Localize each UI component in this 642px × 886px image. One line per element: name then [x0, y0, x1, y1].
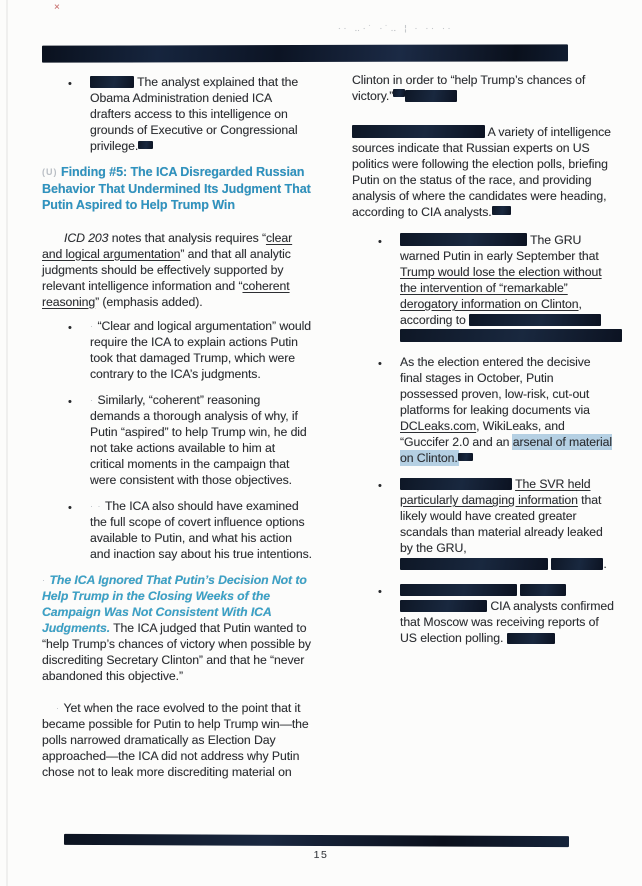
text-segment: ·: [90, 320, 98, 331]
right-column: [352, 72, 614, 656]
bullet-dot: [378, 232, 400, 344]
bullet-svr-damaging-information: [352, 476, 614, 572]
redaction-bar: [492, 206, 511, 215]
red-pen-mark: ×: [54, 2, 60, 13]
text-segment: ·: [56, 702, 64, 713]
clinton-victory-paragraph: [352, 72, 614, 104]
bullet-decisive-final-stages: [352, 354, 614, 466]
text-segment: CIA analysts confirmed that Moscow was receiving reports of US election polling.: [400, 599, 614, 645]
bullet-clear-logical: [42, 318, 312, 382]
redaction-bar: [458, 453, 473, 461]
bullet-text: [90, 498, 312, 562]
text-segment: Yet when the race evolved to the point that it became possible for Putin to help Trump win—the polls narrowed dramatically as Election Day approached—the ICA did not address why Putin chose not to leak more discrediting material on: [42, 700, 309, 779]
text-segment: DCLeaks.com: [400, 419, 477, 433]
redaction-bar: [400, 584, 517, 596]
bullet-dot: [68, 318, 90, 382]
bullet-text: [400, 232, 614, 344]
redaction-bar: [405, 90, 457, 102]
redaction-bar: [507, 633, 555, 644]
text-segment: The ICA judged that Putin wanted to “help Trump’s chances of victory when possible by discrediting Secretary Clinton” and that he “never abandoned this objective.”: [42, 620, 311, 683]
text-segment: The analyst explained that the Obama Administration denied ICA drafters access to this intelligence on grounds of Executive or Congressional privilege.: [90, 75, 299, 153]
text-segment: ICD 203: [64, 230, 109, 245]
bullet-gru-warned-putin: [352, 232, 614, 344]
redaction-bar: [400, 329, 622, 342]
text-segment: As the election entered the decisive final stages in October, Putin possessed proven, low-risk, cut-out platforms for leaking documents via: [400, 355, 591, 417]
bullet-text: [400, 476, 614, 572]
redaction-bar: [400, 558, 548, 570]
redaction-bar: [90, 76, 134, 88]
text-segment: The GRU warned Putin in early September that: [400, 233, 599, 263]
bullet-text: [400, 354, 614, 466]
text-segment: coherent reasoning: [42, 278, 290, 309]
bullet-text: [90, 392, 312, 488]
page-number: 15: [313, 849, 329, 861]
bullet-dot: [68, 392, 90, 488]
text-segment: Trump would lose the election without the intervention of “remarkable” derogatory information on Clinton: [400, 265, 602, 311]
text-segment: The ICA Ignored That Putin’s Decision Not to Help Trump in the Closing Weeks of the Campaign Was Not Consistent With ICA Judgments.: [42, 572, 307, 635]
bullet-text: [90, 318, 312, 382]
redaction-bar: [469, 314, 601, 326]
redaction-bar: [400, 600, 487, 612]
text-segment: arsenal of material on Clinton.: [400, 435, 612, 465]
text-segment: Finding #5: The ICA Disregarded Russian Behavior That Undermined Its Judgment That Putin Aspired to Help Trump Win: [42, 165, 311, 212]
text-segment: ·: [42, 574, 50, 585]
bullet-dot: [378, 354, 400, 466]
redaction-bar: [352, 125, 485, 138]
left-column: [42, 74, 312, 780]
text-segment: A variety of intelligence sources indicate that Russian experts on US politics were following the election polls, briefing Putin on the status of the race, and providing analysis of where the candidates were heading, according to CIA analysts.: [352, 125, 611, 219]
scan-smudge-text: ·· ‥·˙ ·˙‥ ¦ · ·· ··: [338, 24, 454, 33]
text-segment: ” (emphasis added).: [95, 294, 203, 309]
bullet-covert-influence: [42, 498, 312, 562]
text-segment: notes that analysis requires “: [108, 230, 266, 245]
bullet-text: [400, 582, 614, 646]
redaction-bar: [551, 558, 603, 570]
text-segment: , WikiLeaks, and “Guccifer 2.0 and an: [400, 419, 565, 449]
text-segment: The SVR held particularly damaging information: [400, 477, 591, 507]
variety-sources-paragraph: [352, 124, 614, 220]
text-segment: ” and that all analytic judgments should be effectively supported by relevant intelligence information and “: [42, 246, 291, 293]
text-segment: Clinton in order to “help Trump’s chances of victory.”: [352, 73, 586, 103]
icd-203-paragraph: [42, 230, 312, 310]
bullet-dot: [378, 476, 400, 572]
redaction-bar: [400, 478, 512, 490]
redaction-bar: [400, 233, 527, 246]
redaction-bar: [393, 89, 405, 97]
text-segment: The ICA also should have examined the full scope of covert influence options available to Putin, and what his action and inaction say about his true intentions.: [90, 498, 312, 561]
bullet-dot: [378, 582, 400, 646]
text-segment: “Clear and logical argumentation” would require the ICA to explain actions Putin took that damaged Trump, which were contrary to the ICA’s judgments.: [90, 318, 311, 381]
text-segment: (U): [42, 167, 61, 177]
redaction-bar: [520, 584, 566, 596]
text-segment: that likely would have created greater scandals than material already leaked by the GRU,: [400, 493, 603, 555]
bullet-coherent-reasoning: [42, 392, 312, 488]
redaction-bar: [138, 141, 153, 149]
text-segment: clear and logical argumentation: [42, 230, 293, 261]
bullet-moscow-election-polling: [352, 582, 614, 646]
text-segment: · ·: [90, 500, 105, 511]
bullet-dot: [68, 498, 90, 562]
redaction-bar-top: [42, 44, 568, 62]
text-segment: , according to: [400, 297, 582, 327]
yet-race-paragraph: [42, 700, 312, 780]
bullet-analyst-privilege: [42, 74, 312, 154]
text-segment: Similarly, “coherent” reasoning demands a thorough analysis of why, if Putin “aspired” to help Trump win, he did not take actions available to him at critical moments in the campaign that were consistent with those objectives.: [90, 392, 307, 487]
redaction-bar-bottom: [64, 834, 569, 847]
text-segment: ·: [90, 394, 98, 405]
ica-ignored-paragraph: [42, 572, 312, 684]
text-segment: .: [603, 557, 607, 571]
bullet-dot: [68, 74, 90, 154]
finding-5-heading: [42, 164, 312, 214]
bullet-text: [90, 74, 312, 154]
